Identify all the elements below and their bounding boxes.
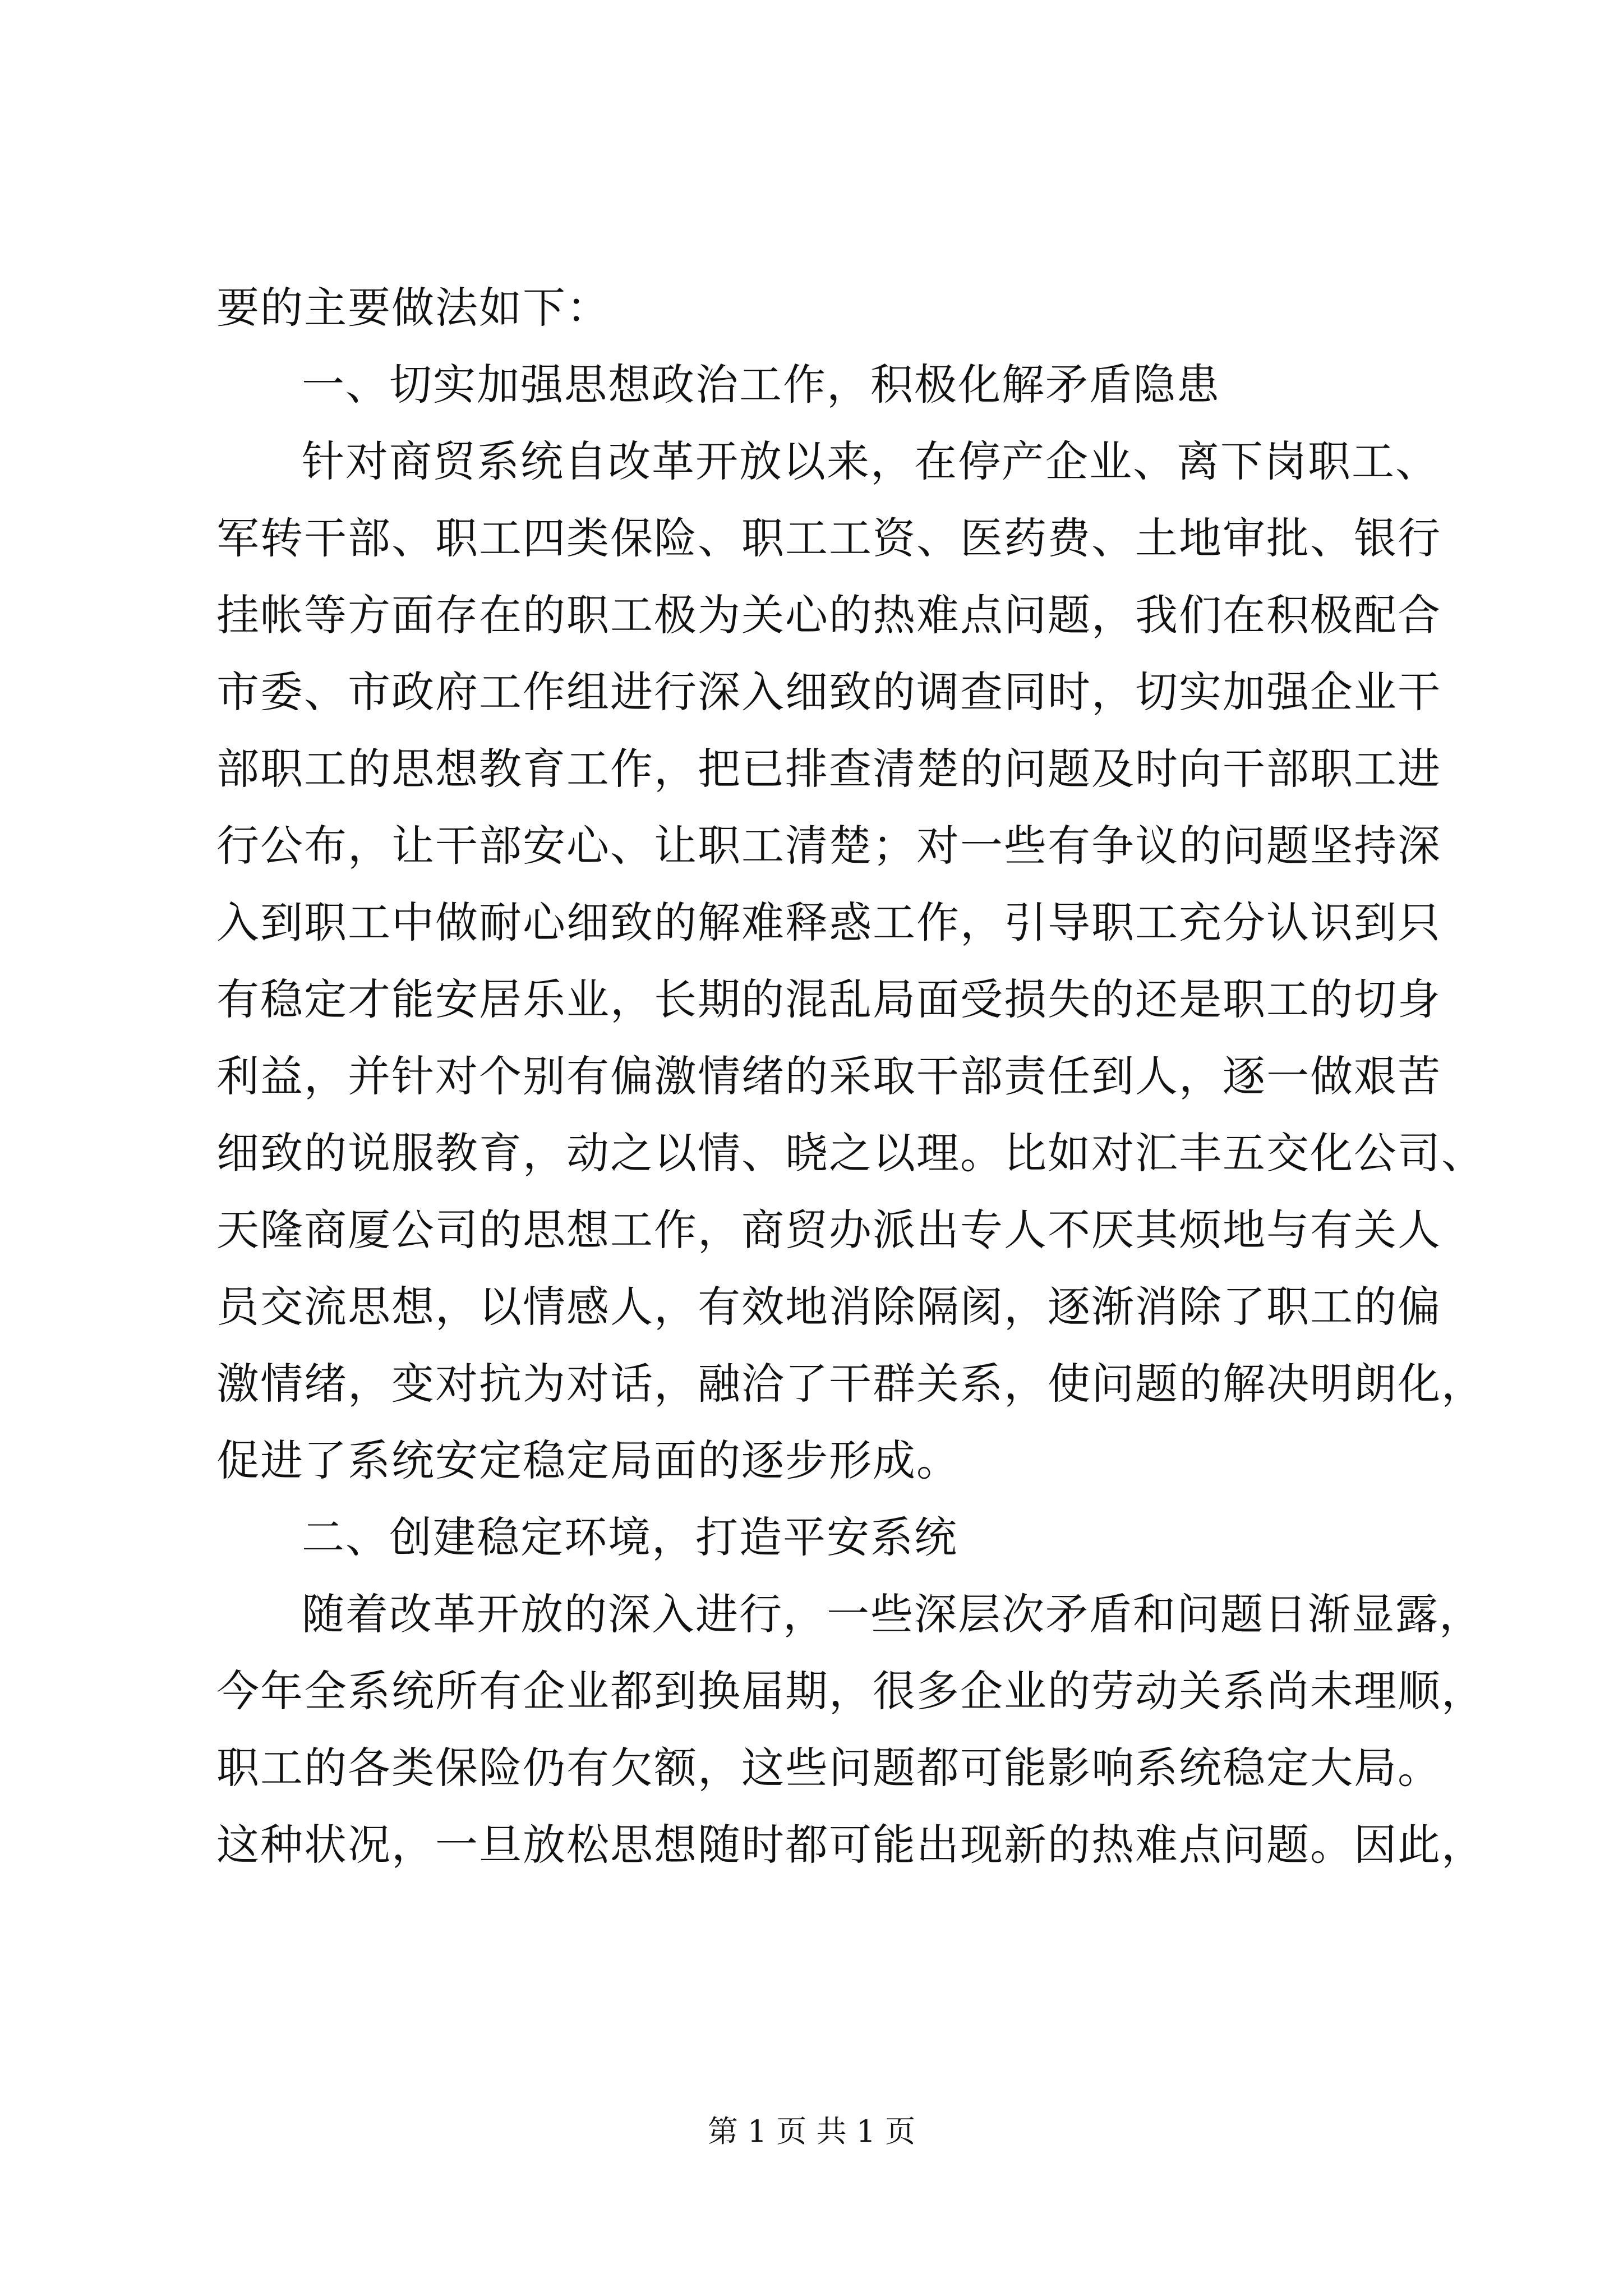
text-line: 部职工的思想教育工作，把已排查清楚的问题及时向干部职工进 bbox=[216, 744, 1441, 794]
document-body bbox=[216, 269, 1485, 1883]
text-line: 随着改革开放的深入进行，一些深层次矛盾和问题日渐显露， bbox=[302, 1589, 1483, 1639]
section-heading: 二、创建稳定环境，打造平安系统 bbox=[302, 1512, 958, 1562]
text-line: 行公布，让干部安心、让职工清楚；对一些有争议的问题坚持深 bbox=[216, 821, 1441, 871]
text-line: 员交流思想，以情感人，有效地消除隔阂，逐渐消除了职工的偏 bbox=[216, 1282, 1441, 1332]
text-line: 有稳定才能安居乐业，长期的混乱局面受损失的还是职工的切身 bbox=[216, 974, 1441, 1024]
text-line: 针对商贸系统自改革开放以来，在停产企业、离下岗职工、 bbox=[302, 436, 1439, 486]
text-line: 促进了系统安定稳定局面的逐步形成。 bbox=[216, 1435, 960, 1485]
text-line: 职工的各类保险仍有欠额，这些问题都可能影响系统稳定大局。 bbox=[216, 1743, 1441, 1793]
text-line: 这种状况，一旦放松思想随时都可能出现新的热难点问题。因此， bbox=[216, 1820, 1485, 1870]
text-line: 挂帐等方面存在的职工极为关心的热难点问题，我们在积极配合 bbox=[216, 590, 1441, 640]
text-line: 激情绪，变对抗为对话，融洽了干群关系，使问题的解决明朗化， bbox=[216, 1359, 1485, 1409]
text-line: 天隆商厦公司的思想工作，商贸办派出专人不厌其烦地与有关人 bbox=[216, 1205, 1441, 1255]
text-line: 要的主要做法如下： bbox=[216, 283, 610, 333]
text-line: 市委、市政府工作组进行深入细致的调查同时，切实加强企业干 bbox=[216, 667, 1441, 717]
text-line: 利益，并针对个别有偏激情绪的采取干部责任到人，逐一做艰苦 bbox=[216, 1051, 1441, 1101]
text-line: 入到职工中做耐心细致的解难释惑工作，引导职工充分认识到只 bbox=[216, 898, 1441, 947]
section-heading: 一、切实加强思想政治工作，积极化解矛盾隐患 bbox=[302, 360, 1220, 409]
text-line: 细致的说服教育，动之以情、晓之以理。比如对汇丰五交化公司、 bbox=[216, 1128, 1485, 1178]
text-line: 军转干部、职工四类保险、职工工资、医药费、土地审批、银行 bbox=[216, 513, 1441, 563]
page-footer: 第 1 页 共 1 页 bbox=[707, 2114, 916, 2149]
text-line: 今年全系统所有企业都到换届期，很多企业的劳动关系尚未理顺， bbox=[216, 1666, 1485, 1716]
